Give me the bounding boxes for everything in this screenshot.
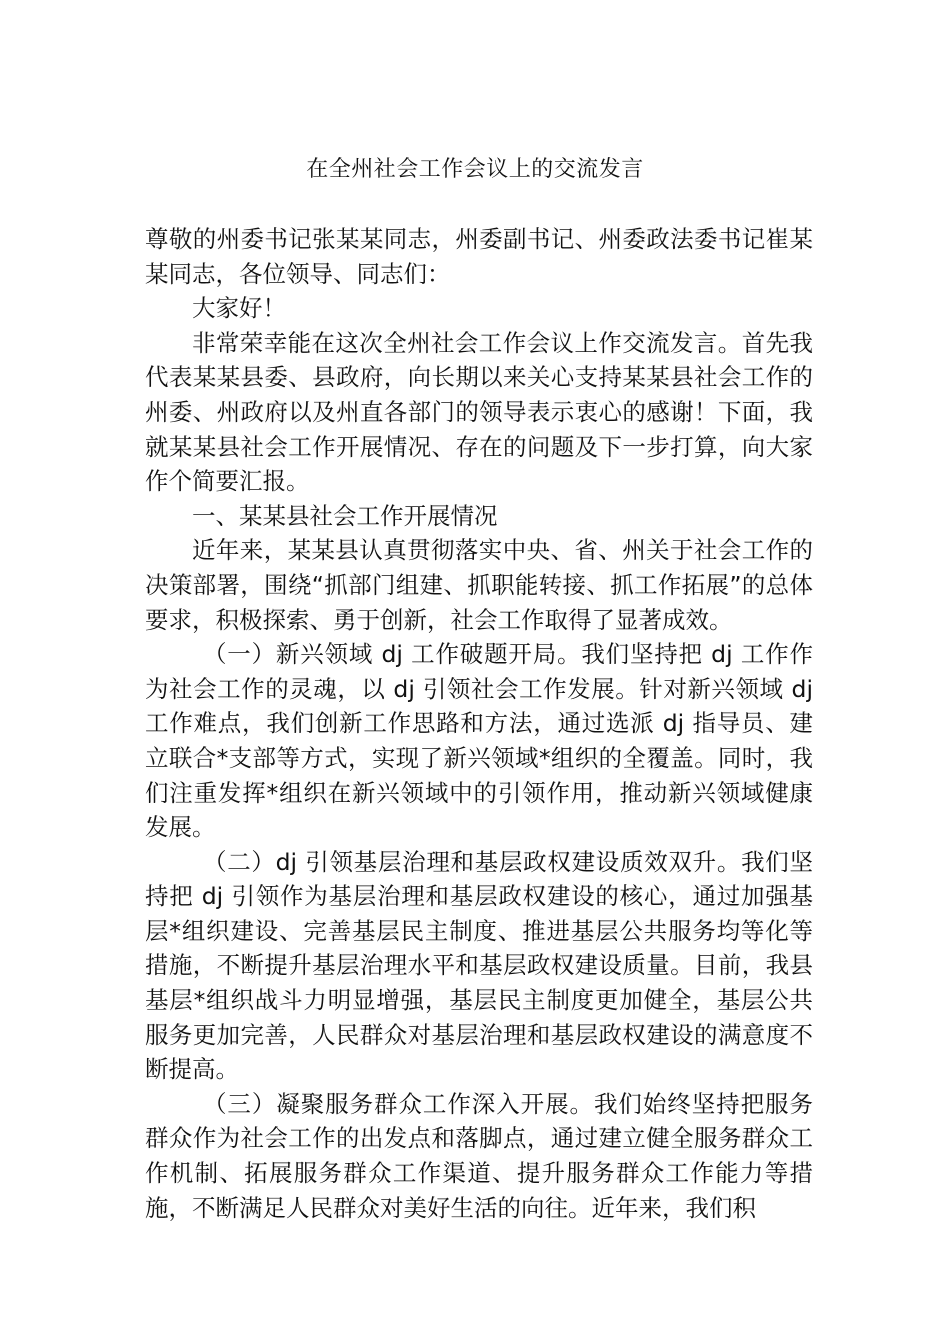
item-2-paragraph: （二）dj 引领基层治理和基层政权建设质效双升。我们坚持把 dj 引领作为基层治理和基层政权建设的核心，通过加强基层*组织建设、完善基层民主制度、推进基层公共服务均等化等措施，不断提升基层治理水平和基层政权建设质量。目前，我县基层*组织战斗力明显增强，基层民主制度更加健全，基层公共服务更加完善，人民群众对基层治理和基层政权建设的满意度不断提高。 [145,847,813,1084]
section-heading: 一、某某县社会工作开展情况 [192,501,498,530]
salutation-paragraph: 尊敬的州委书记张某某同志，州委副书记、州委政法委书记崔某某同志，各位领导、同志们： [145,225,813,288]
overview-paragraph: 近年来，某某县认真贯彻落实中央、省、州关于社会工作的决策部署，围绕“抓部门组建、抓职能转接、抓工作拓展”的总体要求，积极探索、勇于创新，社会工作取得了显著成效。 [145,536,813,634]
document-body [145,222,813,1225]
greeting-paragraph: 大家好！ [192,294,286,323]
item-3-paragraph: （三）凝聚服务群众工作深入开展。我们始终坚持把服务群众作为社会工作的出发点和落脚点，通过建立健全服务群众工作机制、拓展服务群众工作渠道、提升服务群众工作能力等措施，不断满足人民群众对美好生活的向往。近年来，我们积 [145,1089,813,1222]
intro-paragraph: 非常荣幸能在这次全州社会工作会议上作交流发言。首先我代表某某县委、县政府，向长期以来关心支持某某县社会工作的州委、州政府以及州直各部门的领导表示衷心的感谢！下面，我就某某县社会工作开展情况、存在的问题及下一步打算，向大家作个简要汇报。 [145,328,813,496]
document-title: 在全州社会工作会议上的交流发言 [306,157,644,182]
item-1-paragraph: （一）新兴领域 dj 工作破题开局。我们坚持把 dj 工作作为社会工作的灵魂，以 dj 引领社会工作发展。针对新兴领域 dj 工作难点，我们创新工作思路和方法，通过选派 dj 指导员、建立联合*支部等方式，实现了新兴领域*组织的全覆盖。同时，我们注重发挥*组织在新兴领域中的引领作用，推动新兴领域健康发展。 [145,640,813,842]
